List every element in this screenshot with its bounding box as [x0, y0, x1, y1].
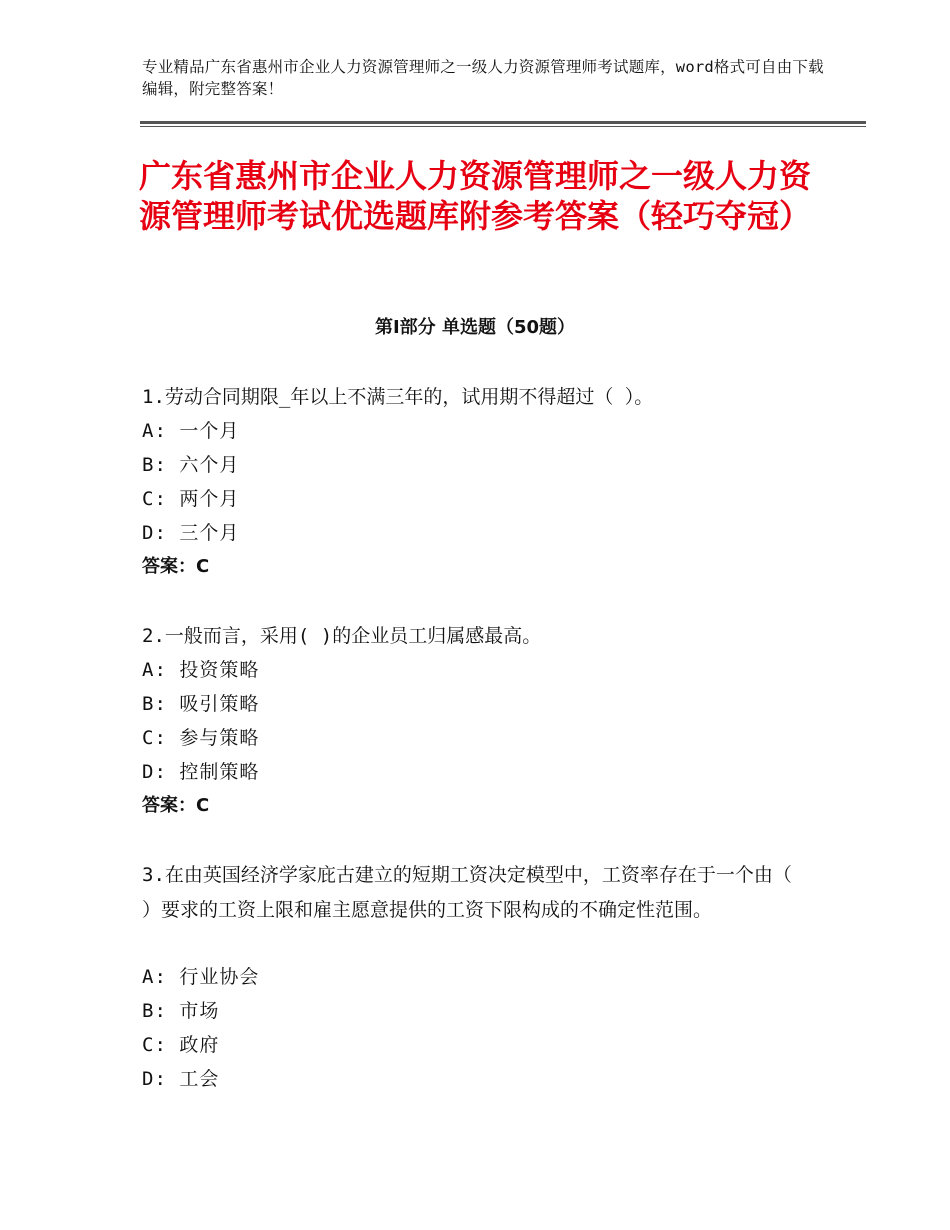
question-3-stem: 3.在由英国经济学家庇古建立的短期工资决定模型中，工资率存在于一个由（ ）要求的工资上限和雇主愿意提供的工资下限构成的不确定性范围。: [142, 864, 792, 921]
question-3-option-c: C: 政府: [142, 1034, 220, 1056]
question-2-stem: 2.一般而言，采用( )的企业员工归属感最高。: [142, 625, 542, 647]
question-1-answer: 答案：C: [142, 556, 210, 577]
question-2-option-a: A: 投资策略: [142, 659, 260, 681]
header-note: 专业精品广东省惠州市企业人力资源管理师之一级人力资源管理师考试题库，word格式可自由下载编辑，附完整答案！: [142, 58, 824, 98]
question-2-option-c: C: 参与策略: [142, 727, 260, 749]
question-1-option-a: A: 一个月: [142, 420, 240, 442]
question-2-option-b: B: 吸引策略: [142, 693, 260, 715]
question-3-option-a: A: 行业协会: [142, 966, 260, 988]
question-1-option-b: B: 六个月: [142, 454, 240, 476]
question-3-option-b: B: 市场: [142, 1000, 220, 1022]
question-2-answer: 答案：C: [142, 795, 210, 816]
section-title: 第Ⅰ部分 单选题（50题）: [374, 317, 575, 338]
question-3-option-d: D: 工会: [142, 1068, 220, 1090]
question-1-option-d: D: 三个月: [142, 522, 240, 544]
question-1-stem: 1.劳动合同期限_年以上不满三年的，试用期不得超过（ ）。: [142, 386, 654, 408]
question-2-option-d: D: 控制策略: [142, 761, 260, 783]
header-divider-thin: [140, 126, 866, 127]
question-1-option-c: C: 两个月: [142, 488, 240, 510]
document-title: 广东省惠州市企业人力资源管理师之一级人力资源管理师考试优选题库附参考答案（轻巧夺冠）: [138, 157, 811, 235]
header-divider-thick: [140, 121, 866, 124]
